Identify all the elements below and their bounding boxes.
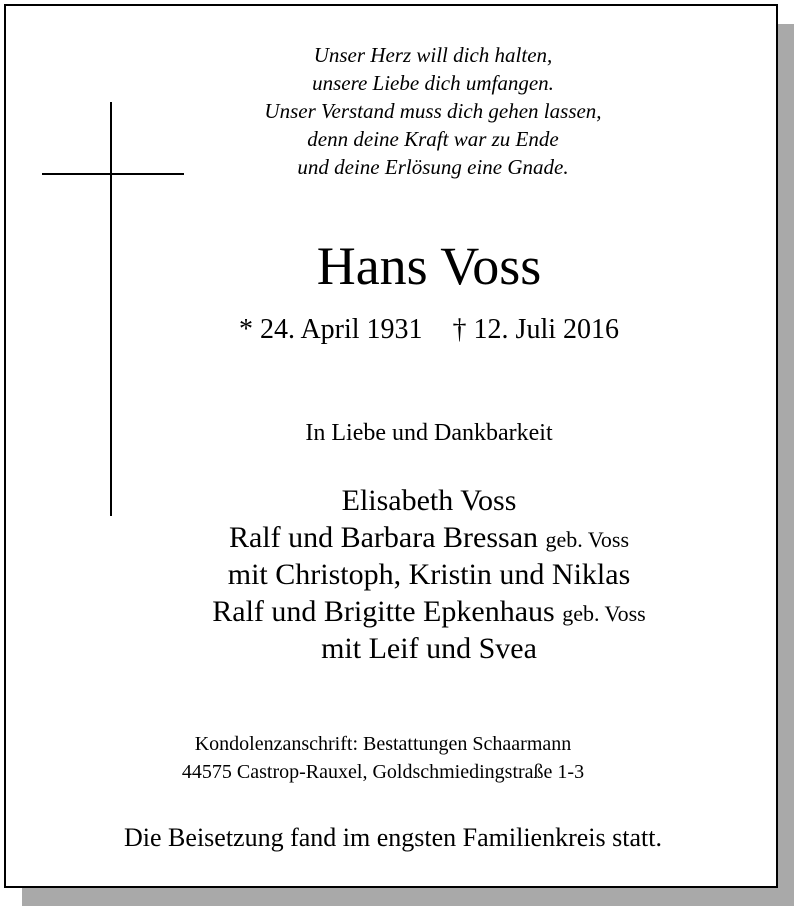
poem-line-3: Unser Verstand muss dich gehen lassen, xyxy=(264,99,602,123)
mourner-name: Ralf und Brigitte Epkenhaus xyxy=(212,595,555,628)
dedication: In Liebe und Dankbarkeit xyxy=(305,420,553,446)
mourner-line-5 xyxy=(42,630,800,667)
mourner-line-2 xyxy=(42,519,800,558)
mourner-line-1 xyxy=(42,482,800,519)
death-date: † 12. Juli 2016 xyxy=(452,314,620,345)
poem-line-2: unsere Liebe dich umfangen. xyxy=(312,71,554,95)
condolence-line-1: Kondolenzanschrift: Bestattungen Schaarmann xyxy=(194,733,572,755)
mourner-name: Elisabeth Voss xyxy=(341,484,517,517)
mourner-line-3 xyxy=(42,556,800,593)
birth-name-note: geb. Voss xyxy=(545,527,630,552)
condolence-line-2: 44575 Castrop-Rauxel, Goldschmiedingstraße 1-3 xyxy=(181,761,585,783)
mourner-line-4 xyxy=(42,593,800,632)
life-dates xyxy=(42,313,800,347)
poem-line-1: Unser Herz will dich halten, xyxy=(313,43,553,67)
poem-line-4: denn deine Kraft war zu Ende xyxy=(307,127,559,151)
birth-date: * 24. April 1931 xyxy=(238,314,423,345)
obituary-card xyxy=(4,4,778,888)
birth-name-note: geb. Voss xyxy=(562,601,646,626)
mourner-name: mit Leif und Svea xyxy=(321,632,537,665)
burial-note: Die Beisetzung fand im engsten Familienkreis statt. xyxy=(124,823,662,852)
mourner-name: mit Christoph, Kristin und Niklas xyxy=(227,558,631,591)
poem-line-5: und deine Erlösung eine Gnade. xyxy=(297,155,569,179)
mourner-name: Ralf und Barbara Bressan xyxy=(228,521,539,554)
deceased-name: Hans Voss xyxy=(316,236,542,296)
